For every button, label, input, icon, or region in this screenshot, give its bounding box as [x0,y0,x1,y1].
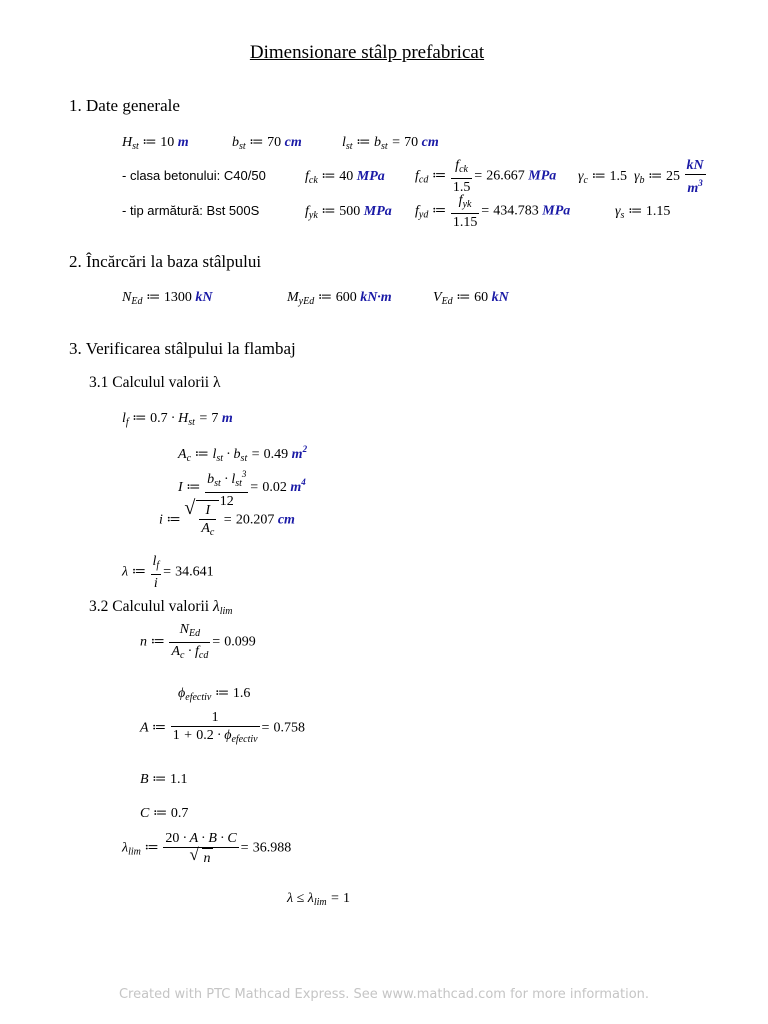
eq-lambda-lim: $\lambda_{lim}$ ≔ 20 · A · B · C √ n = 36.988 [122,831,292,866]
eq-l-f: $l_f$ ≔ $0.7 \cdot H_{st} = 7$ m [122,411,233,428]
label-tip-armatura: - tip armătură: Bst 500S [122,203,260,218]
eq-n: n ≔ $\frac{N_{Ed}}{A_c \cdot f_{cd}}$ = 0.099 [140,622,256,661]
eq-M-yEd: $M_{yEd}$ ≔ 600 kN·m [287,290,392,307]
subsection-heading-lambda-lim: 3.2 Calculul valorii $\lambda_{lim}$ [89,598,233,617]
eq-A-c: $A_c$ ≔ $l_{st} \cdot b_{st} = 0.49$ $m^2$ [178,444,308,464]
eq-H-st: $H_{st}$ ≔ 10 m [122,135,189,152]
page-title: Dimensionare stâlp prefabricat [249,42,485,63]
eq-check-lambda: $\lambda \le \lambda_{lim} = 1$ [287,891,351,908]
eq-f-yd: $f_{yd}$ ≔ $\frac{f_{yk}}{1.15}$ = 434.783 MPa [415,193,571,230]
eq-lambda: λ ≔ $\frac{l_f}{i}$ = 34.641 [122,554,214,591]
subsection-heading-lambda: 3.1 Calculul valorii λ [89,374,221,391]
section-heading-date-generale: 1. Date generale [69,96,180,115]
eq-f-yk: $f_{yk}$ ≔ 500 MPa [305,204,392,221]
eq-N-Ed: $N_{Ed}$ ≔ 1300 kN [122,290,213,307]
eq-f-cd: $f_{cd}$ ≔ $\frac{f_{ck}}{1.5}$ = 26.667 MPa [415,158,557,195]
eq-b-st: $b_{st}$ ≔ 70 cm [232,135,302,152]
eq-gamma-s: $\gamma_s$ ≔ 1.15 [615,204,671,221]
eq-I: I ≔ $\frac{b_{st} \cdot l_{st}^3}{12}$ = 0.02 $m^4$ [178,466,306,510]
eq-phi-efectiv: $\phi_{efectiv}$ ≔ 1.6 [178,686,251,703]
label-clasa-beton: - clasa betonului: C40/50 [122,168,266,183]
eq-gamma-b: $\gamma_b$ ≔ 25 $\frac{kN}{m^3}$ [634,158,704,196]
eq-l-st: $l_{st}$ ≔ $b_{st} = 70$ cm [342,135,439,152]
footer-mathcad-note: Created with PTC Mathcad Express. See www.mathcad.com for more information. [118,987,650,1002]
section-heading-flambaj: 3. Verificarea stâlpului la flambaj [69,339,296,358]
eq-gamma-c: $\gamma_c$ ≔ 1.5 [578,169,627,186]
eq-V-Ed: $V_{Ed}$ ≔ 60 kN [433,290,509,307]
eq-C: C ≔ 0.7 [140,806,189,821]
eq-A: A ≔ $\frac{1}{1 + 0.2 \cdot \phi_{efectiv}}$ = 0.758 [140,710,306,745]
eq-f-ck: $f_{ck}$ ≔ 40 MPa [305,169,385,186]
eq-B: B ≔ 1.1 [140,772,188,787]
eq-i: i ≔ √ $\frac{I}{A_c}$ = 20.207 cm [159,500,295,541]
section-heading-incarcari: 2. Încărcări la baza stâlpului [69,252,262,271]
